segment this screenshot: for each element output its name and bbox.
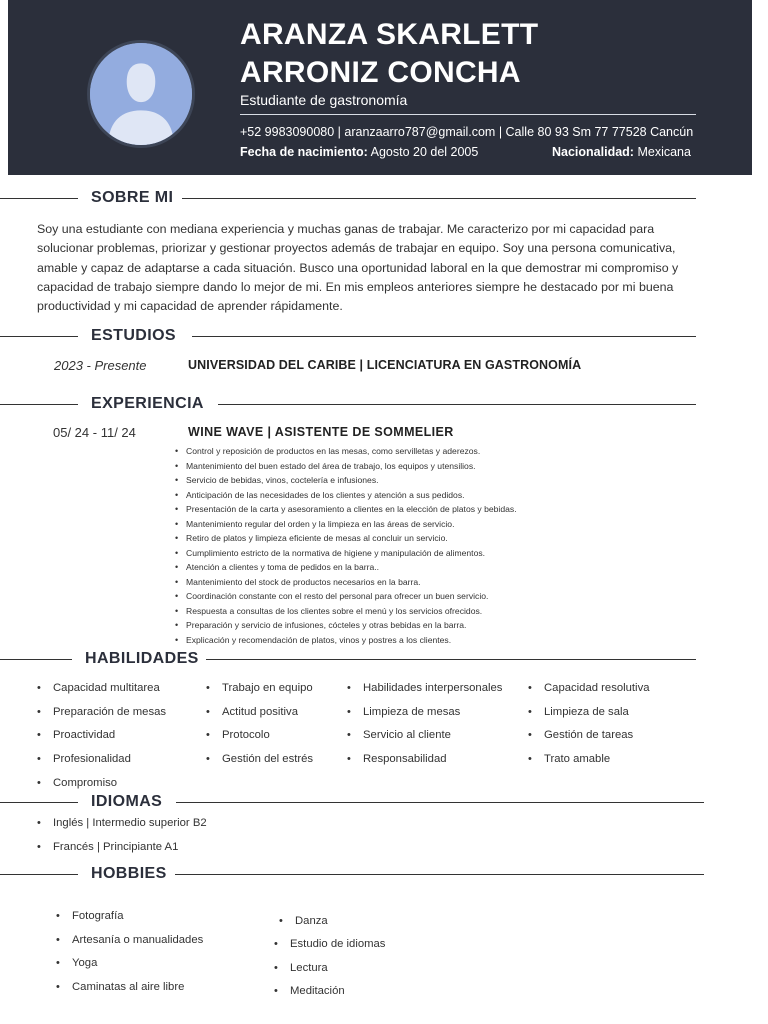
hobby-item: • Fotografía: [72, 905, 203, 929]
experience-duties: [186, 444, 517, 647]
duty-item: • Anticipación de las necesidades de los clientes y atención a sus pedidos.: [186, 488, 517, 503]
duty-item: • Mantenimiento regular del orden y la limpieza en las áreas de servicio.: [186, 517, 517, 532]
hobby-item: • Yoga: [72, 952, 203, 976]
duty-item: • Respuesta a consultas de los clientes sobre el menú y los servicios ofrecidos.: [186, 604, 517, 619]
hobby-item: • Danza: [295, 910, 328, 934]
duty-item: • Coordinación constante con el resto del personal para ofrecer un buen servicio.: [186, 589, 517, 604]
hobby-item: • Lectura: [290, 957, 385, 981]
header-divider: [240, 114, 696, 115]
languages-list: [53, 812, 207, 859]
skill-item: • Trabajo en equipo: [222, 677, 313, 701]
skills-column-3: [363, 677, 502, 772]
birth-value: Agosto 20 del 2005: [370, 145, 479, 159]
duty-item: • Servicio de bebidas, vinos, coctelería e infusiones.: [186, 473, 517, 488]
section-line-right: [218, 404, 696, 405]
section-line-right: [206, 659, 696, 660]
skill-item: • Preparación de mesas: [53, 701, 166, 725]
user-silhouette-icon: [90, 43, 192, 145]
skill-item: • Capacidad multitarea: [53, 677, 166, 701]
hobbies-column-2-first: [295, 910, 328, 934]
hobby-item: • Estudio de idiomas: [290, 933, 385, 957]
nationality-label: Nacionalidad:: [552, 145, 634, 159]
skill-item: • Capacidad resolutiva: [544, 677, 650, 701]
duty-item: • Preparación y servicio de infusiones, cócteles y otras bebidas en la barra.: [186, 618, 517, 633]
duty-item: • Mantenimiento del buen estado del área de trabajo, los equipos y utensilios.: [186, 459, 517, 474]
skill-item: • Gestión del estrés: [222, 748, 313, 772]
about-paragraph: Soy una estudiante con mediana experiencia y muchas ganas de trabajar. Me caracterizo por mi capacidad para solucionar problemas, priorizar y gestionar proyectos además de trabajar en equipo. Soy una persona comunicativa, amable y capaz de adaptarse a cada situación. Busco una oportunidad laboral en la que demostrar mi compromiso y capacidad de trabajo siempre dando lo mejor de mi. En mis empleos anteriores siempre he destacado por mi buena productividad y mi capacidad de aprender rápidamente.: [37, 222, 679, 314]
section-line-right: [175, 874, 704, 875]
section-studies: [0, 325, 700, 347]
duty-item: • Retiro de platos y limpieza eficiente de mesas al concluir un servicio.: [186, 531, 517, 546]
nationality-value: Mexicana: [637, 145, 691, 159]
language-item: • Inglés | Intermedio superior B2: [53, 812, 207, 836]
skill-item: • Trato amable: [544, 748, 650, 772]
nationality: [552, 145, 691, 159]
skill-item: • Gestión de tareas: [544, 724, 650, 748]
skill-item: • Limpieza de sala: [544, 701, 650, 725]
experience-title: WINE WAVE | ASISTENTE DE SOMMELIER: [188, 425, 454, 439]
hobby-item: • Meditación: [290, 980, 385, 1004]
skill-item: • Servicio al cliente: [363, 724, 502, 748]
hobbies-column-1: [72, 905, 203, 1000]
skill-item: • Habilidades interpersonales: [363, 677, 502, 701]
resume-header: [8, 0, 752, 175]
hobbies-column-2: [290, 933, 385, 1004]
section-line-right: [182, 198, 696, 199]
duty-item: • Mantenimiento del stock de productos necesarios en la barra.: [186, 575, 517, 590]
section-about: [0, 187, 700, 209]
name-line-1: ARANZA SKARLETT: [240, 18, 539, 51]
section-title-experience: EXPERIENCIA: [91, 395, 204, 412]
skill-item: • Responsabilidad: [363, 748, 502, 772]
section-line-left: [0, 198, 78, 199]
skills-column-2: [222, 677, 313, 772]
section-line-left: [0, 874, 78, 875]
birth-date: [240, 145, 478, 159]
job-subtitle: Estudiante de gastronomía: [240, 92, 408, 108]
skill-item: • Limpieza de mesas: [363, 701, 502, 725]
section-title-studies: ESTUDIOS: [91, 327, 176, 344]
section-languages: [0, 791, 708, 813]
duty-item: • Atención a clientes y toma de pedidos en la barra..: [186, 560, 517, 575]
skill-item: • Protocolo: [222, 724, 313, 748]
language-item: • Francés | Principiante A1: [53, 836, 207, 860]
section-hobbies: [0, 863, 708, 885]
duty-item: • Cumplimiento estricto de la normativa de higiene y manipulación de alimentos.: [186, 546, 517, 561]
duty-item: • Control y reposición de productos en las mesas, como servilletas y aderezos.: [186, 444, 517, 459]
section-line-right: [176, 802, 704, 803]
name-line-2: ARRONIZ CONCHA: [240, 56, 521, 89]
skill-item: • Proactividad: [53, 724, 166, 748]
section-title-skills: HABILIDADES: [85, 650, 199, 667]
section-line-left: [0, 659, 72, 660]
birth-label: Fecha de nacimiento:: [240, 145, 368, 159]
experience-date: 05/ 24 - 11/ 24: [53, 425, 136, 440]
studies-date: 2023 - Presente: [54, 358, 147, 373]
section-line-left: [0, 802, 78, 803]
skill-item: • Compromiso: [53, 772, 166, 796]
section-line-left: [0, 404, 78, 405]
contact-info: +52 9983090080 | aranzaarro787@gmail.com | Calle 80 93 Sm 77 77528 Cancún: [240, 125, 694, 139]
section-line-left: [0, 336, 78, 337]
skills-column-4: [544, 677, 650, 772]
section-title-about: SOBRE MI: [91, 189, 174, 206]
skill-item: • Profesionalidad: [53, 748, 166, 772]
section-title-languages: IDIOMAS: [91, 793, 163, 810]
duty-item: • Explicación y recomendación de platos, vinos y postres a los clientes.: [186, 633, 517, 648]
section-experience: [0, 393, 700, 415]
section-skills: [0, 648, 700, 670]
section-title-hobbies: HOBBIES: [91, 865, 167, 882]
duty-item: • Presentación de la carta y asesoramiento a clientes en la elección de platos y bebidas.: [186, 502, 517, 517]
hobby-item: • Artesanía o manualidades: [72, 929, 203, 953]
section-line-right: [192, 336, 696, 337]
skill-item: • Actitud positiva: [222, 701, 313, 725]
full-name: [240, 16, 538, 92]
avatar: [87, 40, 195, 148]
hobby-item: • Caminatas al aire libre: [72, 976, 203, 1000]
skills-column-1: [53, 677, 166, 796]
studies-title: UNIVERSIDAD DEL CARIBE | LICENCIATURA EN GASTRONOMÍA: [188, 358, 582, 372]
